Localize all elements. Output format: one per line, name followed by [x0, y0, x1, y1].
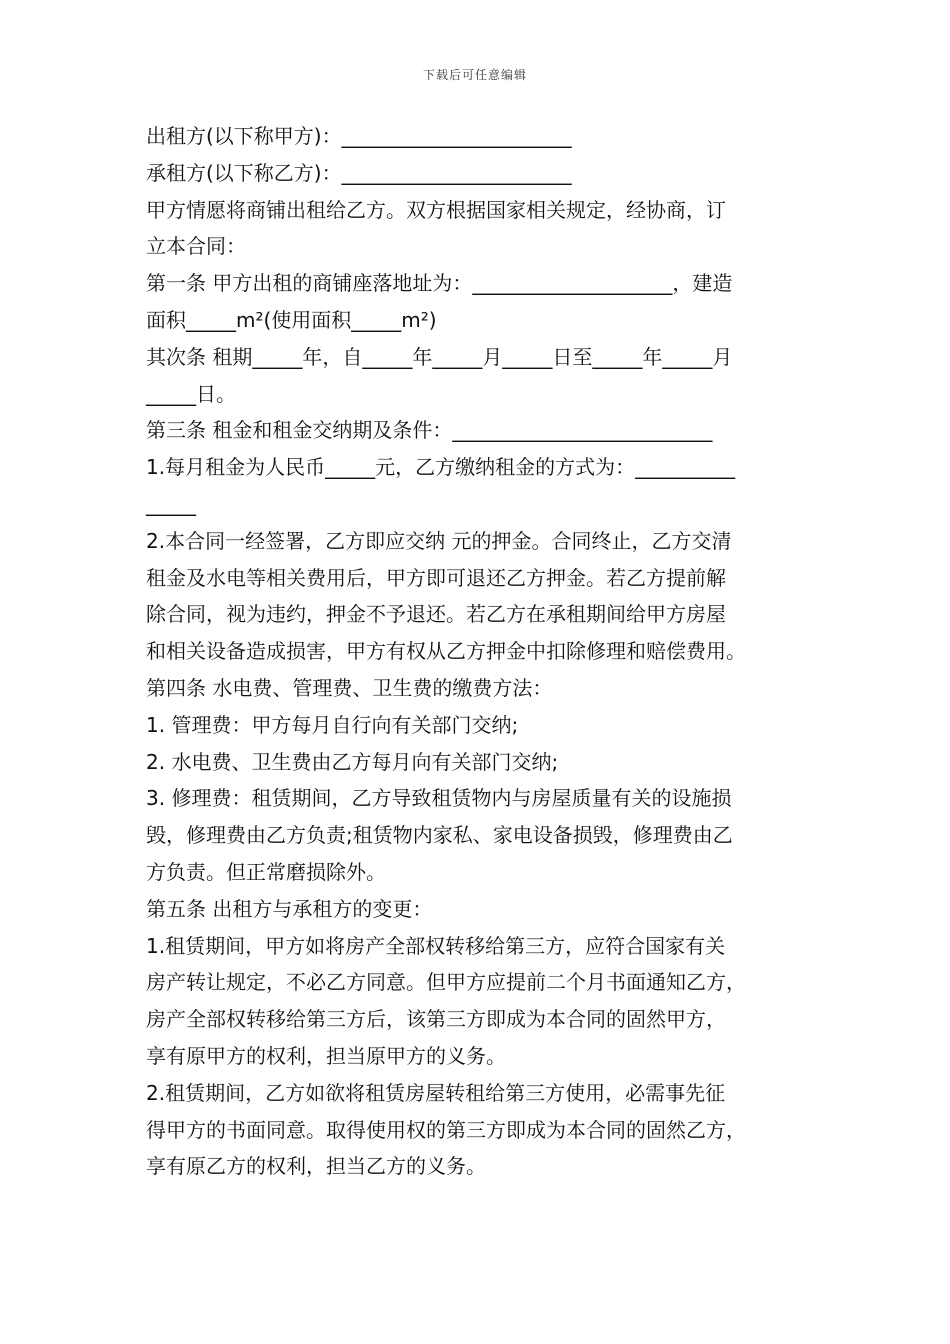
lessee-line: 承租方(以下称乙方)：_______________________	[146, 160, 572, 185]
article-4-line: 第四条 水电费、管理费、卫生费的缴费方法：	[146, 675, 553, 700]
article-4-item-line: 毁，修理费由乙方负责;租赁物内家私、家电设备损毁，修理费由乙	[146, 823, 733, 848]
article-3-line: 第三条 租金和租金交纳期及条件：__________________________	[146, 418, 713, 443]
article-1-line: 第一条 甲方出租的商铺座落地址为：____________________，建造	[146, 271, 733, 296]
article-4-item-line: 方负责。但正常磨损除外。	[146, 859, 386, 884]
article-2-line: 其次条 租期_____年，自_____年_____月_____日至_____年_____月	[146, 344, 733, 369]
article-3-item-line: 和相关设备造成损害，甲方有权从乙方押金中扣除修理和赔偿费用。	[146, 639, 746, 664]
article-5-item-line: 得甲方的书面同意。取得使用权的第三方即成为本合同的固然乙方，	[146, 1117, 746, 1142]
lessor-line: 出租方(以下称甲方)：_______________________	[146, 124, 572, 148]
article-4-item-line: 3. 修理费：租赁期间，乙方导致租赁物内与房屋质量有关的设施损	[146, 786, 732, 811]
article-2-line: _____日。	[146, 381, 236, 406]
article-4-item-line: 1. 管理费：甲方每月自行向有关部门交纳;	[146, 712, 519, 737]
article-4-item-line: 2. 水电费、卫生费由乙方每月向有关部门交纳;	[146, 749, 559, 774]
article-3-item-line: 2.本合同一经签署，乙方即应交纳 元的押金。合同终止，乙方交清	[146, 528, 732, 553]
document-body	[146, 118, 816, 1185]
article-1-line: 面积_____m²(使用面积_____m²)	[146, 307, 437, 332]
article-5-line: 第五条 出租方与承租方的变更：	[146, 896, 433, 921]
preamble-line: 甲方情愿将商铺出租给乙方。双方根据国家相关规定，经协商，订	[146, 197, 726, 222]
article-5-item-line: 享有原乙方的权利，担当乙方的义务。	[146, 1154, 486, 1179]
article-3-item-line: _____	[146, 491, 196, 516]
preamble-line: 立本合同：	[146, 234, 246, 259]
article-5-item-line: 房产全部权转移给第三方后，该第三方即成为本合同的固然甲方，	[146, 1007, 726, 1032]
page-header: 下载后可任意编辑	[422, 68, 527, 82]
article-3-item-line: 1.每月租金为人民币_____元，乙方缴纳租金的方式为：__________	[146, 455, 736, 480]
article-3-item-line: 租金及水电等相关费用后，甲方即可退还乙方押金。若乙方提前解	[146, 565, 726, 590]
article-5-item-line: 房产转让规定，不必乙方同意。但甲方应提前二个月书面通知乙方，	[146, 970, 746, 995]
article-5-item-line: 2.租赁期间，乙方如欲将租赁房屋转租给第三方使用，必需事先征	[146, 1080, 726, 1105]
article-5-item-line: 享有原甲方的权利，担当原甲方的义务。	[146, 1043, 506, 1068]
article-3-item-line: 除合同，视为违约，押金不予退还。若乙方在承租期间给甲方房屋	[146, 602, 726, 627]
article-5-item-line: 1.租赁期间，甲方如将房产全部权转移给第三方，应符合国家有关	[146, 933, 726, 958]
